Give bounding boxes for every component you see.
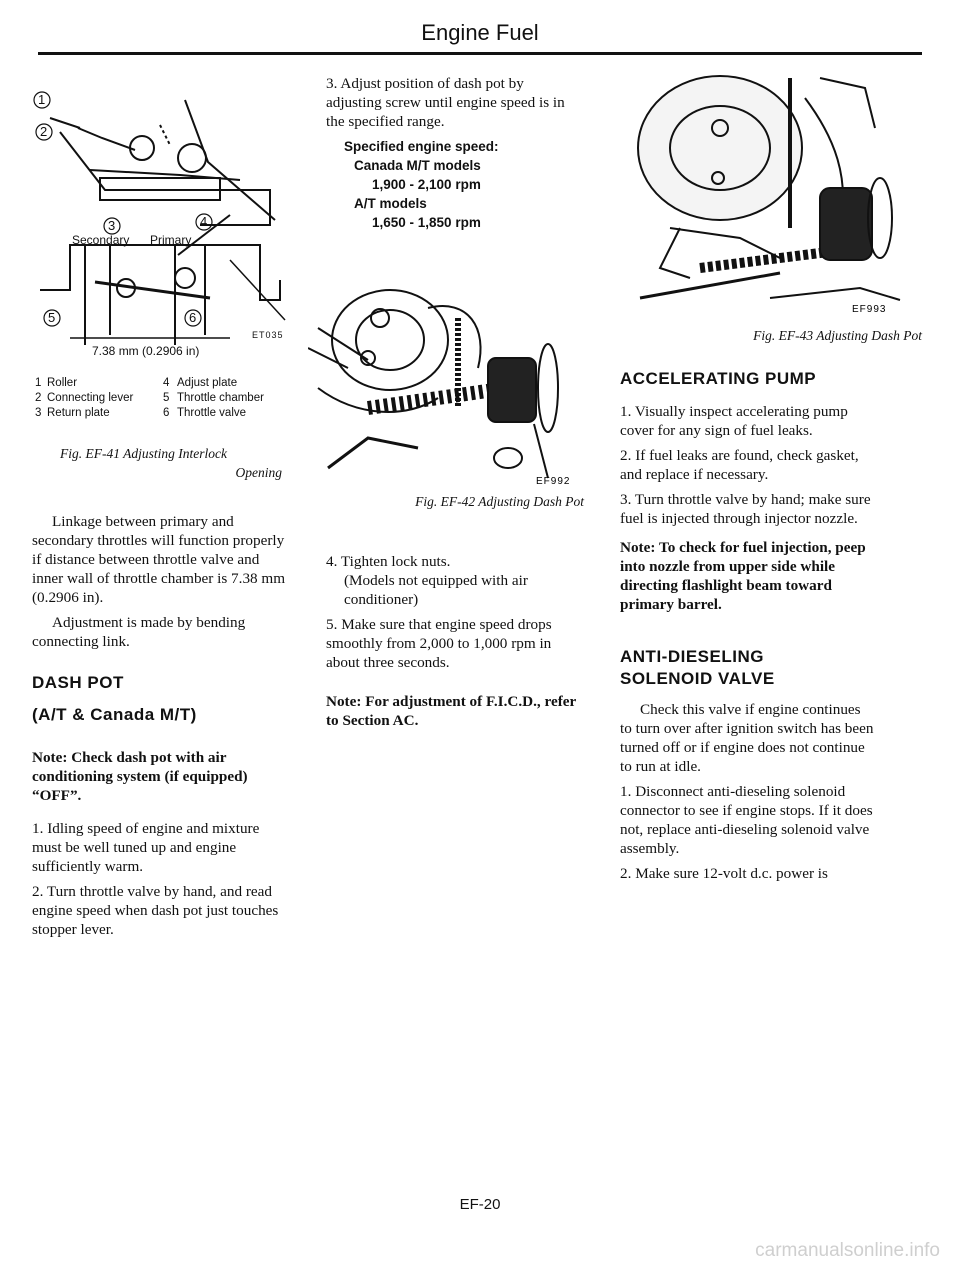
legend-text: Throttle valve [177, 407, 247, 419]
step: 3. Adjust position of dash pot by adjusting screw until engine speed is in the specified range. [326, 75, 565, 130]
note-text: For adjustment of F.I.C.D., refer to Section AC. [326, 693, 576, 729]
column-1-steps [32, 748, 288, 945]
watermark: carmanualsonline.info [755, 1240, 940, 1261]
fig41-caption [60, 444, 282, 482]
column-3-steps-2 [620, 700, 876, 889]
fig43-caption: Fig. EF-43 Adjusting Dash Pot [753, 328, 922, 343]
fig43-code: EF993 [852, 304, 887, 315]
note-label: Note: [326, 693, 362, 710]
page-number: EF-20 [459, 1196, 501, 1213]
legend-num: 2 [35, 392, 42, 404]
interlock-diagram [30, 70, 300, 360]
callout-5: 5 [48, 310, 56, 325]
legend-num: 5 [163, 392, 170, 404]
legend-text: Roller [47, 377, 78, 389]
callout-6: 6 [189, 310, 197, 325]
spec-at-value: 1,650 - 1,850 rpm [372, 215, 481, 230]
note-text: To check for fuel injection, peep into nozzle from upper side while directing flashlight beam toward primary barrel. [620, 539, 866, 613]
paragraph: Linkage between primary and secondary throttles will function properly if distance between throttle valve and inner wall of throttle chamber is 7.38 mm (0.2906 in). [32, 513, 286, 606]
fig42-code: EF992 [536, 476, 571, 487]
fig41-legend [35, 376, 285, 421]
column-2-top [326, 74, 582, 232]
legend-text: Return plate [47, 407, 110, 419]
fig42-caption: Fig. EF-42 Adjusting Dash Pot [415, 494, 584, 509]
legend-num: 4 [163, 377, 170, 389]
section-title-line: DASH POT [32, 673, 124, 692]
spec-mt-label: Canada M/T models [354, 158, 481, 173]
legend-num: 6 [163, 407, 170, 419]
note-text: Check dash pot with air conditioning system (if equipped) “OFF”. [32, 749, 248, 804]
label-measurement: 7.38 mm (0.2906 in) [92, 344, 200, 358]
fig41-code: ET035 [252, 330, 284, 340]
step: 2. Turn throttle valve by hand, and read engine speed when dash pot just touches stopper lever. [32, 883, 279, 938]
spec-at-label: A/T models [354, 196, 427, 211]
legend-text: Adjust plate [177, 377, 238, 389]
legend-text: Throttle chamber [177, 392, 264, 404]
section-title-anti-dieseling [620, 646, 775, 690]
step: 4. Tighten lock nuts. [326, 553, 451, 570]
callout-4: 4 [200, 214, 208, 229]
step: 2. Make sure 12-volt d.c. power is [620, 865, 828, 882]
header-rule [38, 52, 922, 55]
callout-2: 2 [40, 124, 48, 139]
paragraph: Adjustment is made by bending connecting link. [32, 614, 246, 650]
spec-mt-value: 1,900 - 2,100 rpm [372, 177, 481, 192]
section-title-line: ANTI-DIESELING [620, 647, 764, 666]
callout-3: 3 [108, 218, 116, 233]
fig41-caption-line2: Opening [235, 465, 282, 480]
column-3-steps-1 [620, 402, 876, 620]
column-2-steps [326, 552, 582, 736]
spec-title: Specified engine speed: [344, 139, 499, 154]
step: 1. Disconnect anti-dieseling solenoid connector to see if engine stops. If it does not, replace anti-dieseling solenoid valve assembly. [620, 783, 873, 857]
spec-block [326, 137, 582, 232]
callout-1: 1 [38, 92, 46, 107]
section-title-accelerating-pump: ACCELERATING PUMP [620, 369, 817, 388]
fig41-caption-line1: Fig. EF-41 Adjusting Interlock [60, 446, 227, 461]
dash-pot-photo-ef992 [308, 268, 580, 488]
step: 5. Make sure that engine speed drops smoothly from 2,000 to 1,000 rpm in about three seconds. [326, 616, 552, 671]
section-title-dash-pot [32, 672, 288, 726]
step: 3. Turn throttle valve by hand; make sure fuel is injected through injector nozzle. [620, 491, 871, 527]
page-header-title: Engine Fuel [421, 20, 539, 45]
legend-num: 1 [35, 377, 42, 389]
note-label: Note: [32, 749, 68, 766]
column-1-text [32, 512, 288, 657]
step-subnote: (Models not equipped with air conditioner) [344, 572, 528, 608]
paragraph: Check this valve if engine continues to turn over after ignition switch has been turned off or if engine does not continue to run at idle. [620, 701, 874, 775]
dash-pot-photo-ef993 [620, 68, 920, 318]
section-title-line: (A/T & Canada M/T) [32, 705, 197, 724]
step: 2. If fuel leaks are found, check gasket, and replace if necessary. [620, 447, 859, 483]
section-title-line: SOLENOID VALVE [620, 669, 775, 688]
legend-num: 3 [35, 407, 42, 419]
legend-text: Connecting lever [47, 392, 134, 404]
step: 1. Idling speed of engine and mixture must be well tuned up and engine sufficiently warm. [32, 820, 260, 875]
step: 1. Visually inspect accelerating pump cover for any sign of fuel leaks. [620, 403, 848, 439]
label-primary: Primary [150, 233, 192, 247]
note-label: Note: [620, 539, 656, 556]
label-secondary: Secondary [72, 233, 130, 247]
